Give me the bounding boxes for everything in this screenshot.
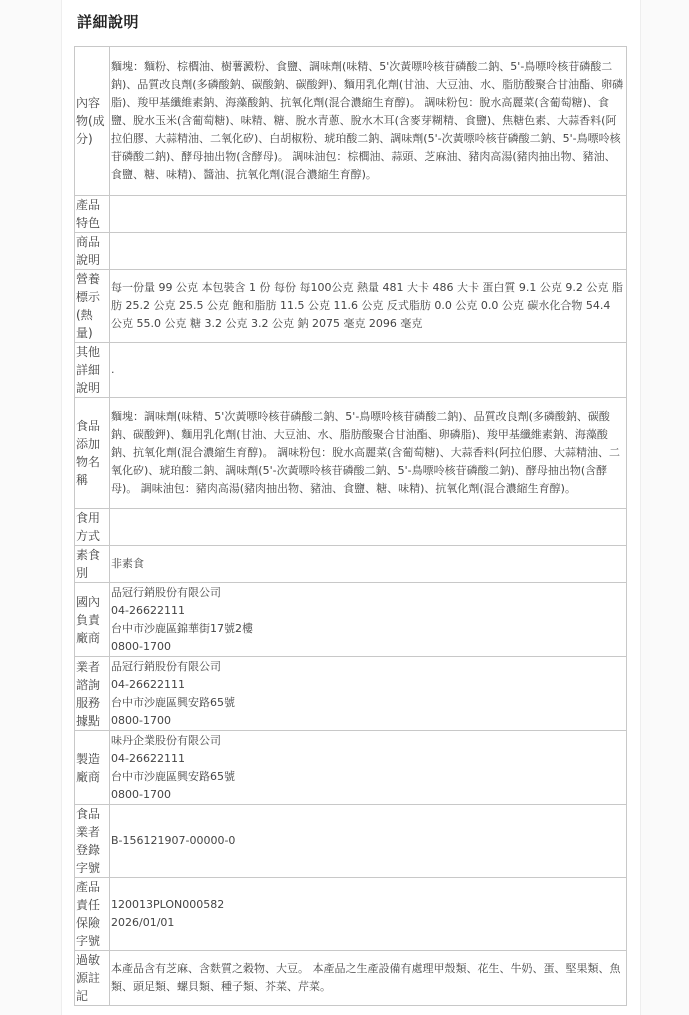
spec-label: 食品業者登錄字號 — [75, 805, 110, 878]
manufacturer-hotline: 0800-1700 — [111, 787, 171, 801]
spec-row-service-point — [75, 657, 627, 731]
spec-value: 麵塊：調味劑(味精、5'次黃嘌呤核苷磷酸二鈉、5'-鳥嘌呤核苷磷酸二鈉)、品質改良劑(多磷酸鈉、碳酸鈉、碳酸鉀)、麵用乳化劑(甘油、大豆油、水、脂肪酸聚合甘油酯、卵磷脂)、羧甲基纖維素鈉、海藻酸鈉、抗氧化劑(混合濃縮生育醇)。 調味粉包：脫水高麗菜(含葡萄糖)、大蒜香料(阿拉伯膠、大蒜精油、二氧化矽)、琥珀酸二鈉、調味劑(5'-次黃嘌呤核苷磷酸二鈉、5'-鳥嘌呤核苷磷酸二鈉)、酵母抽出物(含酵母)。 調味油包：豬肉高湯(豬肉抽出物、豬油、食鹽、糖、味精)、抗氧化劑(混合濃縮生育醇)。 — [110, 398, 627, 509]
spec-value — [110, 233, 627, 270]
spec-value — [110, 731, 627, 805]
spec-label: 內容物(成分) — [75, 47, 110, 196]
manufacturer-name: 味丹企業股份有限公司 — [111, 733, 221, 747]
spec-label: 素食別 — [75, 546, 110, 583]
spec-row-registration — [75, 805, 627, 878]
spec-label: 國內負責廠商 — [75, 583, 110, 657]
spec-value — [110, 878, 627, 951]
insurance-number: 120013PLON000582 — [111, 898, 225, 911]
spec-row-insurance — [75, 878, 627, 951]
spec-label: 商品說明 — [75, 233, 110, 270]
spec-row-other — [75, 343, 627, 398]
service-phone: 04-26622111 — [111, 677, 185, 691]
service-address: 台中市沙鹿區興安路65號 — [111, 695, 235, 709]
manufacturer-phone: 04-26622111 — [111, 751, 185, 765]
spec-row-ingredients — [75, 47, 627, 196]
spec-value — [110, 583, 627, 657]
spec-value — [110, 657, 627, 731]
vendor-hotline: 0800-1700 — [111, 639, 171, 653]
spec-row-allergens — [75, 951, 627, 1006]
spec-row-domestic-vendor — [75, 583, 627, 657]
spec-label: 食品添加物名稱 — [75, 398, 110, 509]
manufacturer-address: 台中市沙鹿區興安路65號 — [111, 769, 235, 783]
spec-label: 其他詳細說明 — [75, 343, 110, 398]
spec-row-manufacturer — [75, 731, 627, 805]
spec-value — [110, 196, 627, 233]
vendor-phone: 04-26622111 — [111, 603, 185, 617]
spec-value: B-156121907-00000-0 — [110, 805, 627, 878]
spec-row-additives — [75, 398, 627, 509]
spec-label: 產品責任保險字號 — [75, 878, 110, 951]
spec-row-vegetarian — [75, 546, 627, 583]
spec-label: 業者諮詢服務據點 — [75, 657, 110, 731]
page-title: 詳細說明 — [77, 13, 140, 31]
spec-row-features — [75, 196, 627, 233]
spec-value — [110, 509, 627, 546]
service-hotline: 0800-1700 — [111, 713, 171, 727]
spec-value: 麵塊：麵粉、棕櫚油、樹薯澱粉、食鹽、調味劑(味精、5'次黃嘌呤核苷磷酸二鈉、5'-鳥嘌呤核苷磷酸二鈉)、品質改良劑(多磷酸鈉、碳酸鈉、碳酸鉀)、麵用乳化劑(甘油、大豆油、水、脂肪酸聚合甘油酯、卵磷脂)、羧甲基纖維素鈉、海藻酸鈉、抗氧化劑(混合濃縮生育醇)。 調味粉包：脫水高麗菜(含葡萄糖)、食鹽、脫水玉米(含葡萄糖)、味精、糖、脫水青蔥、脫水木耳(含麥芽糊精、食鹽)、焦糖色素、大蒜香料(阿拉伯膠、大蒜精油、二氧化矽)、白胡椒粉、琥珀酸二鈉、調味劑(5'-次黃嘌呤核苷磷酸二鈉、5'-鳥嘌呤核苷磷酸二鈉)、酵母抽出物(含酵母)。 調味油包：棕櫚油、蒜頭、芝麻油、豬肉高湯(豬肉抽出物、豬油、食鹽、糖、味精)、醬油、抗氧化劑(混合濃縮生育醇)。 — [110, 47, 627, 196]
insurance-date: 2026/01/01 — [111, 916, 175, 929]
vendor-name: 品冠行銷股份有限公司 — [111, 585, 221, 599]
spec-row-description — [75, 233, 627, 270]
spec-label: 產品特色 — [75, 196, 110, 233]
product-spec-table — [74, 46, 627, 1006]
spec-value: . — [110, 343, 627, 398]
spec-value: 本產品含有芝麻、含麩質之穀物、大豆。 本產品之生產設備有處理甲殼類、花生、牛奶、蛋、堅果類、魚類、頭足類、螺貝類、種子類、芥菜、芹菜。 — [110, 951, 627, 1006]
spec-label: 過敏源註記 — [75, 951, 110, 1006]
spec-value: 非素食 — [110, 546, 627, 583]
spec-value: 每一份量 99 公克 本包裝含 1 份 每份 每100公克 熱量 481 大卡 486 大卡 蛋白質 9.1 公克 9.2 公克 脂肪 25.2 公克 25.5 公克 飽和脂肪 11.5 公克 11.6 公克 反式脂肪 0.0 公克 0.0 公克 碳水化合物 54.4 公克 55.0 公克 糖 3.2 公克 3.2 公克 鈉 2075 毫克 2096 毫克 — [110, 270, 627, 343]
vendor-address: 台中市沙鹿區錦華街17號2樓 — [111, 621, 253, 635]
spec-label: 製造廠商 — [75, 731, 110, 805]
spec-label: 食用方式 — [75, 509, 110, 546]
spec-row-nutrition — [75, 270, 627, 343]
spec-label: 營養標示(熱量) — [75, 270, 110, 343]
spec-row-usage — [75, 509, 627, 546]
service-name: 品冠行銷股份有限公司 — [111, 659, 221, 673]
